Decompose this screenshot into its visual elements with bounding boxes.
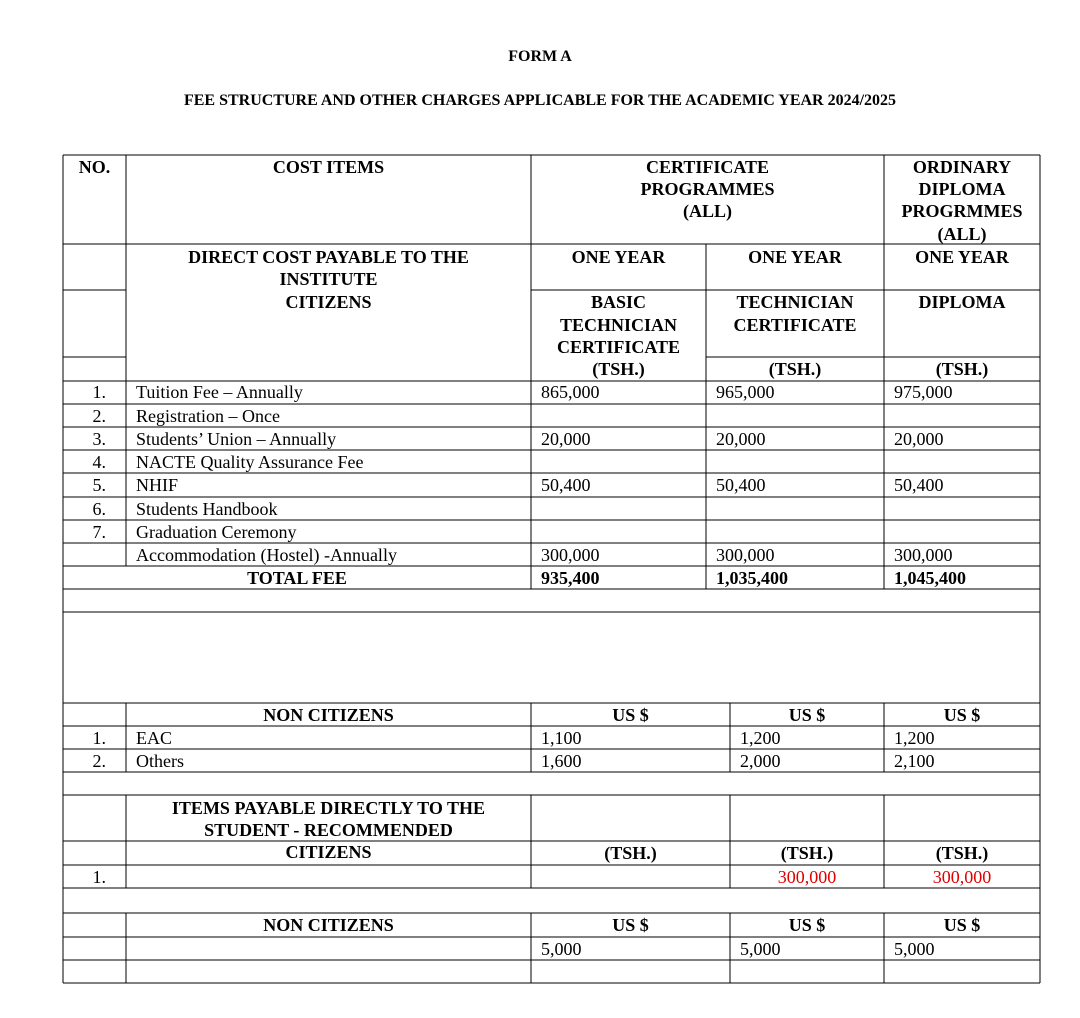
header-diploma-line3: PROGRMMES bbox=[901, 201, 1023, 221]
row-basic: 300,000 bbox=[541, 545, 600, 565]
row-item: Students’ Union – Annually bbox=[136, 429, 337, 449]
row-technician: 965,000 bbox=[716, 382, 775, 402]
programme-technician-line2: CERTIFICATE bbox=[733, 315, 857, 335]
row-no: 2. bbox=[92, 406, 106, 426]
row-item: EAC bbox=[136, 728, 172, 748]
currency-technician: (TSH.) bbox=[768, 359, 822, 379]
currency-basic: (TSH.) bbox=[592, 359, 645, 379]
student-nc-value-diploma: 5,000 bbox=[894, 939, 935, 959]
nc-currency-basic: US $ bbox=[612, 705, 649, 725]
row-basic: 1,100 bbox=[541, 728, 582, 748]
duration-technician: ONE YEAR bbox=[748, 247, 842, 267]
total-diploma: 1,045,400 bbox=[894, 568, 966, 588]
programme-diploma: DIPLOMA bbox=[918, 292, 1006, 312]
row-no: 6. bbox=[92, 499, 106, 519]
direct-cost-label-line1: DIRECT COST PAYABLE TO THE bbox=[188, 247, 469, 267]
row-diploma: 1,200 bbox=[894, 728, 935, 748]
currency-diploma: (TSH.) bbox=[935, 359, 989, 379]
row-technician: 2,000 bbox=[740, 751, 781, 771]
student-nc-value-technician: 5,000 bbox=[740, 939, 781, 959]
row-diploma: 20,000 bbox=[894, 429, 944, 449]
row-diploma: 50,400 bbox=[894, 475, 944, 495]
student-citizens-label: CITIZENS bbox=[285, 842, 372, 862]
row-no: 4. bbox=[92, 452, 106, 472]
header-certificate-line1: CERTIFICATE bbox=[645, 157, 770, 177]
duration-diploma: ONE YEAR bbox=[915, 247, 1009, 267]
row-basic: 20,000 bbox=[541, 429, 591, 449]
duration-basic: ONE YEAR bbox=[571, 247, 666, 267]
header-cost-items: COST ITEMS bbox=[272, 157, 385, 177]
programme-technician-line1: TECHNICIAN bbox=[736, 292, 854, 312]
row-no: 7. bbox=[92, 522, 106, 542]
header-diploma-line1: ORDINARY bbox=[912, 157, 1012, 177]
student-currency-technician: (TSH.) bbox=[780, 843, 834, 863]
student-items-label-line2: STUDENT - RECOMMENDED bbox=[204, 820, 453, 840]
row-item: NACTE Quality Assurance Fee bbox=[136, 452, 364, 472]
student-diploma-value: 300,000 bbox=[932, 867, 992, 887]
student-nc-currency-basic: US $ bbox=[612, 915, 649, 935]
row-diploma: 2,100 bbox=[894, 751, 935, 771]
row-no: 1. bbox=[92, 382, 106, 402]
header-diploma-line4: (ALL) bbox=[937, 224, 987, 244]
student-nc-currency-diploma: US $ bbox=[943, 915, 981, 935]
header-no: NO. bbox=[78, 157, 111, 177]
total-basic: 935,400 bbox=[541, 568, 600, 588]
student-nc-value-basic: 5,000 bbox=[541, 939, 582, 959]
non-citizens-label: NON CITIZENS bbox=[263, 705, 394, 725]
student-currency-basic: (TSH.) bbox=[604, 843, 657, 863]
programme-basic-line3: CERTIFICATE bbox=[556, 337, 681, 357]
row-no: 2. bbox=[92, 751, 106, 771]
row-basic: 50,400 bbox=[541, 475, 591, 495]
row-item: Graduation Ceremony bbox=[136, 522, 297, 542]
total-fee-label: TOTAL FEE bbox=[247, 568, 347, 588]
row-item: Registration – Once bbox=[136, 406, 280, 426]
row-item: Others bbox=[136, 751, 184, 771]
header-certificate-line3: (ALL) bbox=[683, 201, 732, 221]
student-items-label-line1: ITEMS PAYABLE DIRECTLY TO THE bbox=[171, 798, 486, 818]
student-technician-value: 300,000 bbox=[777, 867, 837, 887]
row-item: NHIF bbox=[136, 475, 179, 495]
row-technician: 50,400 bbox=[716, 475, 766, 495]
student-nc-currency-technician: US $ bbox=[788, 915, 826, 935]
row-diploma: 975,000 bbox=[894, 382, 953, 402]
row-item: Accommodation (Hostel) -Annually bbox=[136, 545, 397, 565]
total-technician: 1,035,400 bbox=[716, 568, 788, 588]
row-basic: 865,000 bbox=[541, 382, 600, 402]
student-non-citizens-label: NON CITIZENS bbox=[263, 915, 394, 935]
header-certificate-line2: PROGRAMMES bbox=[640, 179, 775, 199]
row-item: Students Handbook bbox=[136, 499, 278, 519]
row-technician: 300,000 bbox=[716, 545, 775, 565]
row-no: 1. bbox=[92, 867, 106, 887]
row-technician: 20,000 bbox=[716, 429, 766, 449]
direct-cost-label-line2: INSTITUTE bbox=[279, 269, 378, 289]
nc-currency-diploma: US $ bbox=[943, 705, 981, 725]
row-technician: 1,200 bbox=[740, 728, 781, 748]
programme-basic-line2: TECHNICIAN bbox=[559, 315, 678, 335]
row-basic: 1,600 bbox=[541, 751, 582, 771]
row-no: 5. bbox=[92, 475, 106, 495]
nc-currency-technician: US $ bbox=[788, 705, 826, 725]
student-currency-diploma: (TSH.) bbox=[935, 843, 989, 863]
row-no: 3. bbox=[92, 429, 106, 449]
row-item: Tuition Fee – Annually bbox=[136, 382, 303, 402]
row-diploma: 300,000 bbox=[894, 545, 953, 565]
programme-basic-line1: BASIC bbox=[590, 292, 647, 312]
row-no: 1. bbox=[92, 728, 106, 748]
form-title: FORM A bbox=[508, 48, 572, 65]
fee-structure-title: FEE STRUCTURE AND OTHER CHARGES APPLICABLE FOR THE ACADEMIC YEAR 2024/2025 bbox=[183, 92, 897, 109]
header-diploma-line2: DIPLOMA bbox=[918, 179, 1006, 199]
citizens-label: CITIZENS bbox=[285, 292, 372, 312]
